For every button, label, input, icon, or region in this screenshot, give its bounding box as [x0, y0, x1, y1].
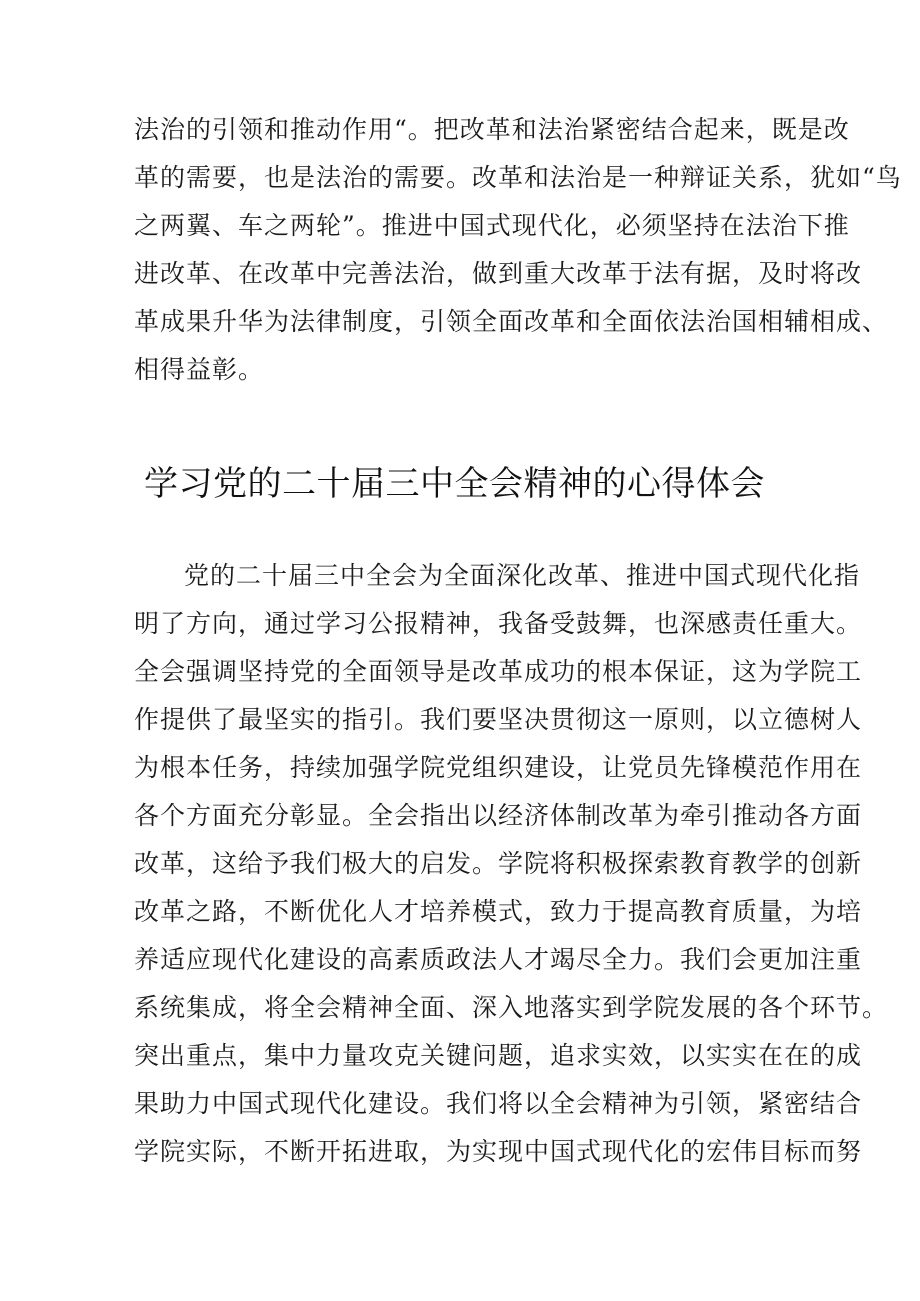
paragraph-line: 果助力中国式现代化建设。我们将以全会精神为引领，紧密结合 — [134, 1089, 863, 1118]
paragraph-line: 改革之路，不断优化人才培养模式，致力于提高教育质量，为培 — [134, 897, 863, 926]
paragraph-line: 系统集成，将全会精神全面、深入地落实到学院发展的各个环节。 — [134, 993, 889, 1022]
paragraph-line: 突出重点，集中力量攻克关键问题，追求实效，以实实在在的成 — [134, 1041, 863, 1070]
paragraph-line: 明了方向，通过学习公报精神，我备受鼓舞，也深感责任重大。 — [134, 609, 863, 638]
paragraph-line: 全会强调坚持党的全面领导是改革成功的根本保证，这为学院工 — [134, 657, 863, 686]
body-paragraph — [134, 552, 889, 1176]
paragraph-line: 之两翼、车之两轮”。推进中国式现代化，必须坚持在法治下推 — [134, 211, 850, 240]
paragraph-line: 各个方面充分彰显。全会指出以经济体制改革为牵引推动各方面 — [134, 801, 863, 830]
section-heading: 学习党的二十届三中全会精神的心得体会 — [144, 464, 765, 504]
paragraph-line: 为根本任务，持续加强学院党组织建设，让党员先锋模范作用在 — [134, 753, 863, 782]
paragraph-line: 学院实际，不断开拓进取，为实现中国式现代化的宏伟目标而努 — [134, 1137, 863, 1166]
paragraph-line: 养适应现代化建设的高素质政法人才竭尽全力。我们会更加注重 — [134, 945, 863, 974]
paragraph-line: 革成果升华为法律制度，引领全面改革和全面依法治国相辅相成、 — [134, 307, 889, 336]
paragraph-line: 革的需要，也是法治的需要。改革和法治是一种辩证关系，犹如“鸟 — [134, 163, 902, 192]
paragraph-line: 法治的引领和推动作用“。把改革和法治紧密结合起来，既是改 — [134, 115, 850, 144]
paragraph-line: 改革，这给予我们极大的启发。学院将积极探索教育教学的创新 — [134, 849, 863, 878]
paragraph-line: 作提供了最坚实的指引。我们要坚决贯彻这一原则，以立德树人 — [134, 705, 863, 734]
paragraph-line: 进改革、在改革中完善法治，做到重大改革于法有据，及时将改 — [134, 259, 863, 288]
top-paragraph — [134, 106, 902, 394]
paragraph-line: 相得益彰。 — [134, 355, 265, 384]
paragraph-line: 党的二十届三中全会为全面深化改革、推进中国式现代化指 — [184, 561, 861, 590]
